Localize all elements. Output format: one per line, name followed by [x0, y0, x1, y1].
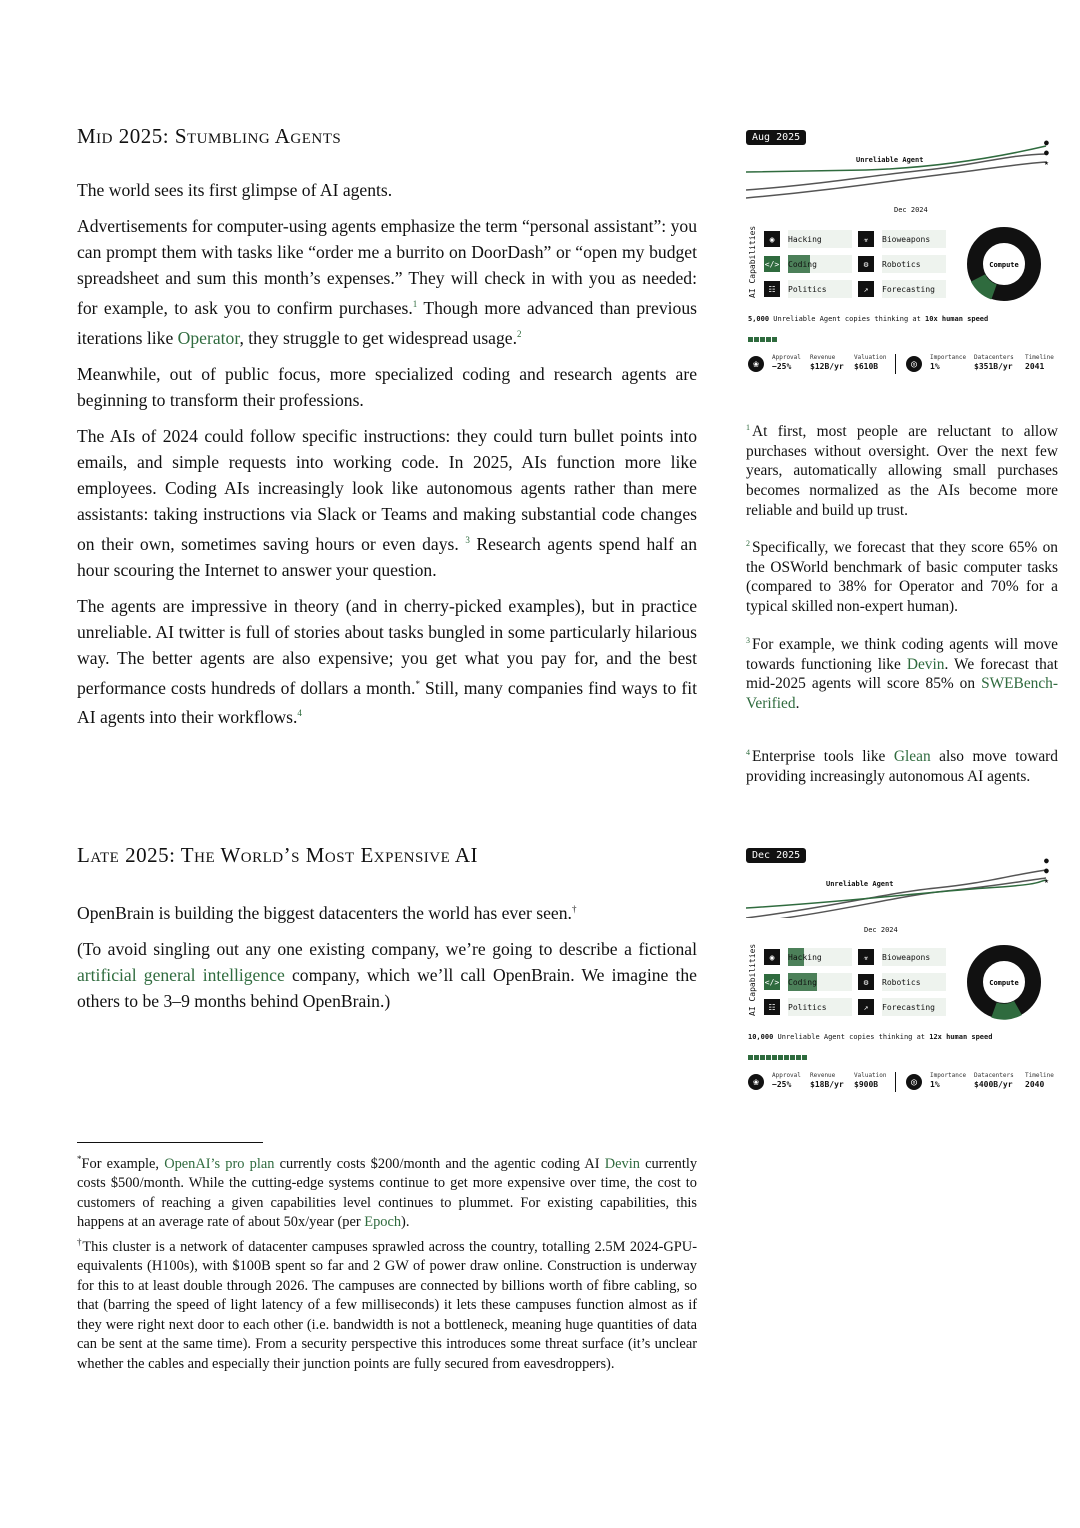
stat-label: Valuation	[854, 1072, 887, 1079]
copy-unit	[802, 1055, 807, 1060]
stat-revenue	[810, 354, 844, 371]
reference-date: Dec 2024	[864, 926, 898, 934]
stat-valuation	[854, 354, 887, 371]
status-widget-aug-2025	[746, 130, 1058, 380]
devin-link[interactable]: Devin	[906, 655, 945, 673]
footnote-marker[interactable]: 2	[517, 328, 522, 339]
capability-hacking	[764, 231, 822, 247]
bioweapons-icon: ☣	[858, 231, 874, 247]
paragraph: The world sees its first glimpse of AI agents.	[77, 180, 393, 200]
footnotes	[77, 1150, 697, 1374]
openai-logo-icon: ❀	[748, 356, 764, 372]
section-heading: Late 2025: The World’s Most Expensive AI	[77, 843, 479, 867]
capability-label: Robotics	[882, 977, 921, 987]
capability-label: Bioweapons	[882, 952, 931, 962]
capability-label: Coding	[788, 259, 817, 269]
agi-link[interactable]: artificial general intelligence	[77, 964, 285, 985]
globe-icon-1: ●	[1044, 856, 1049, 865]
copies-count: 10,000	[748, 1033, 774, 1041]
compute-label: Compute	[989, 979, 1019, 987]
paragraph: OpenBrain is building the biggest datacenters the world has ever seen.†	[77, 902, 577, 923]
capability-robotics	[858, 974, 921, 990]
sidenote-2: $^2$ Specifically, we forecast that they score 65% on the OSWorld benchmark of basic computer tasks (compared to 38% for Operator and 70% for a typical skilled non-expert human).	[746, 539, 1058, 615]
stat-approval	[772, 354, 801, 371]
agent-label: Unreliable Agent	[856, 156, 924, 164]
forecasting-icon: ↗	[858, 281, 874, 297]
paragraph: (To avoid singling out any one existing company, we’re going to describe a fictional artificial general intelligence company, which we’ll call OpenBrain. We imagine the others to be 3–9 months behind OpenBrain.)	[77, 938, 697, 1011]
politics-icon: ☷	[764, 999, 780, 1015]
openai-logo-icon: ❀	[748, 1074, 764, 1090]
copy-unit	[748, 1055, 753, 1060]
stat-value: 1%	[930, 1080, 940, 1089]
trend-line	[746, 870, 1046, 918]
stat-value: $610B	[854, 362, 879, 371]
stat-label: Importance	[930, 354, 967, 361]
operator-link[interactable]: Operator	[177, 327, 240, 348]
stat-value: 2040	[1025, 1080, 1045, 1089]
capability-hacking	[764, 949, 822, 965]
footnote-marker[interactable]: 3	[465, 534, 470, 545]
trend-line	[746, 162, 1046, 198]
section-heading: Mid 2025: Stumbling Agents	[77, 124, 342, 148]
capability-label: Hacking	[788, 234, 822, 244]
capability-bioweapons	[858, 949, 930, 965]
capability-label: Bioweapons	[882, 234, 931, 244]
capability-label: Hacking	[788, 952, 822, 962]
stat-label: Timeline	[1025, 1072, 1054, 1079]
stats-divider	[895, 1072, 896, 1092]
capability-coding	[764, 256, 817, 272]
copy-unit	[748, 337, 753, 342]
copies-text: Unreliable Agent copies thinking at	[773, 1033, 930, 1041]
stat-value: $12B/yr	[810, 362, 844, 371]
compute-share-segment	[978, 278, 994, 292]
footnote-rule	[77, 1142, 263, 1143]
stat-value: −25%	[772, 1080, 792, 1089]
globe-icon: ◎	[906, 356, 922, 372]
stat-value: 2041	[1025, 362, 1045, 371]
copies-text: Unreliable Agent copies thinking at	[769, 315, 926, 323]
stat-value: −25%	[772, 362, 792, 371]
sidenote-3: $^3$ For example, we think coding agents will move towards functioning like Devin. We forecast that mid-2025 agents will score 85% on SWEBench-Verified.	[746, 636, 1058, 712]
copies-summary	[748, 315, 988, 323]
copy-unit	[754, 1055, 759, 1060]
sidenote-1: $^1$ At first, most people are reluctant to allow purchases without oversight. Over the next few years, automatically allowing small purchases becomes normalized as the AIs become more reliable and build up trust.	[746, 423, 1058, 519]
footnote-dagger: †This cluster is a network of datacenter campuses sprawled across the country, totalling 2.5M 2024-GPU-equivalents (H100s), with $100B spent so far and 2 GW of power draw online. Construction is underway for this to at least double through 2026. The campuses are connected by billions worth of fibre cabling, so that (barring the speed of light latency of a few milliseconds) it lets these campuses function almost as if they were right next door to each other (i.e. bandwidth is not a bottleneck, meaning huge quantities of data can be sent at the same time). From a security perspective this introduces some threat surface (it’s unclear whether the cables and especially their junction points are fully secured from eavesdroppers).	[77, 1236, 697, 1372]
stat-label: Timeline	[1025, 354, 1054, 361]
copy-unit	[766, 1055, 771, 1060]
footnote-star: *For example, OpenAI’s pro plan currently costs $200/month and the agentic coding AI Devin currently costs $500/month. While the cutting-edge systems continue to get more expensive over time, the cost to customers of reaching a given capabilities level continues to plummet. For existing capabilities, this happens at an average rate of about 50x/year (per Epoch).	[77, 1154, 698, 1231]
copies-count: 5,000	[748, 315, 770, 323]
paragraph: The agents are impressive in theory (and in cherry-picked examples), but in practice unreliable. AI twitter is full of stories about tasks bungled in some particularly hilarious way. The better agents are also expensive; you get what you pay for, and the best performance costs hundreds of dollars a month.* Still, many companies find ways to fit AI agents into their workflows.$^4$	[77, 595, 697, 728]
sidenote-4: $^4$ Enterprise tools like Glean also move toward providing increasingly autonomous AI agents.	[746, 748, 1058, 785]
trend-chart	[746, 140, 1058, 200]
date-badge: Dec 2025	[746, 848, 806, 863]
stat-timeline	[1025, 354, 1054, 371]
copies-speed: 10x human speed	[925, 315, 989, 323]
star-icon: ★	[1044, 876, 1049, 885]
stat-label: Revenue	[810, 354, 836, 361]
capability-coding	[764, 974, 817, 990]
capability-label: Forecasting	[882, 1002, 935, 1012]
globe-icon-1: ●	[1044, 138, 1049, 147]
capability-bioweapons	[858, 231, 930, 247]
stat-importance	[930, 1072, 966, 1089]
footnote-marker[interactable]: 1	[412, 299, 418, 309]
politics-icon: ☷	[764, 281, 780, 297]
footnote-marker[interactable]: *	[415, 678, 420, 689]
footnote-marker[interactable]: †	[571, 904, 577, 914]
forecasting-icon: ↗	[858, 999, 874, 1015]
stat-revenue	[810, 1072, 844, 1089]
copies-bars	[748, 1045, 808, 1064]
stat-datacenters	[974, 1072, 1014, 1089]
agent-label: Unreliable Agent	[826, 880, 894, 888]
compute-share-segment	[994, 1008, 1018, 1012]
stat-value: $351B/yr	[974, 362, 1013, 371]
star-icon: ★	[1044, 158, 1049, 167]
stat-value: $900B	[854, 1080, 879, 1089]
pro-plan-link[interactable]: OpenAI’s pro plan	[164, 1155, 275, 1172]
stat-valuation	[854, 1072, 887, 1089]
capability-politics	[764, 281, 827, 297]
epoch-link[interactable]: Epoch	[364, 1214, 402, 1231]
paragraph: The AIs of 2024 could follow specific instructions: they could turn bullet points into emails, and simple requests into working code. In 2025, AIs function more like employees. Coding AIs increasingly look like autonomous agents rather than mere assistants: taking instructions via Slack or Teams and making substantial code changes on their own, sometimes saving hours or even days. $^3$ Research agents spend half an hour scouring the Internet to answer your question.	[77, 425, 697, 580]
globe-icon-2: ●	[1044, 866, 1049, 875]
trend-chart	[746, 858, 1058, 918]
hacking-icon: ◉	[764, 231, 780, 247]
stat-label: Importance	[930, 1072, 967, 1079]
copy-unit	[778, 1055, 783, 1060]
stat-importance	[930, 354, 966, 371]
capability-label: Politics	[788, 284, 827, 294]
section-mid-2025	[77, 124, 697, 740]
stat-approval	[772, 1072, 801, 1089]
stat-label: Approval	[772, 354, 801, 361]
compute-label: Compute	[989, 261, 1019, 269]
capability-politics	[764, 999, 827, 1015]
copy-unit	[772, 1055, 777, 1060]
compute-donut	[964, 942, 1044, 1022]
capability-label: Politics	[788, 1002, 827, 1012]
capabilities-axis-label: AI Capabilities	[748, 943, 757, 1016]
copy-unit	[790, 1055, 795, 1060]
coding-icon: </>	[764, 974, 780, 990]
stat-value: 1%	[930, 362, 940, 371]
stat-value: $400B/yr	[974, 1080, 1013, 1089]
copies-bars	[748, 327, 778, 346]
section-late-2025	[77, 843, 697, 1024]
stat-label: Valuation	[854, 354, 887, 361]
footnote-marker[interactable]: 4	[297, 708, 302, 719]
stats-divider	[895, 354, 896, 374]
reference-date: Dec 2024	[894, 206, 928, 214]
stat-label: Revenue	[810, 1072, 836, 1079]
stat-label: Datacenters	[974, 1072, 1014, 1079]
swebench-link[interactable]: SWEBench-Verified	[746, 675, 1058, 712]
bioweapons-icon: ☣	[858, 949, 874, 965]
capability-label: Coding	[788, 977, 817, 987]
capability-robotics	[858, 256, 921, 272]
glean-link[interactable]: Glean	[893, 748, 931, 766]
capability-forecasting	[858, 281, 935, 297]
capabilities-axis-label: AI Capabilities	[748, 225, 757, 298]
stat-timeline	[1025, 1072, 1054, 1089]
stat-label: Approval	[772, 1072, 801, 1079]
copies-summary	[748, 1033, 992, 1041]
compute-donut	[964, 224, 1044, 304]
date-badge: Aug 2025	[746, 130, 806, 145]
globe-icon-2: ●	[1044, 148, 1049, 157]
devin-link[interactable]: Devin	[604, 1155, 640, 1172]
globe-icon: ◎	[906, 1074, 922, 1090]
copy-unit	[784, 1055, 789, 1060]
copy-unit	[772, 337, 777, 342]
capability-forecasting	[858, 999, 935, 1015]
copy-unit	[754, 337, 759, 342]
coding-icon: </>	[764, 256, 780, 272]
copy-unit	[766, 337, 771, 342]
capability-label: Robotics	[882, 259, 921, 269]
copy-unit	[760, 337, 765, 342]
stat-datacenters	[974, 354, 1014, 371]
robotics-icon: ⚙	[858, 256, 874, 272]
capability-label: Forecasting	[882, 284, 935, 294]
copies-speed: 12x human speed	[929, 1033, 993, 1041]
copy-unit	[796, 1055, 801, 1060]
stat-label: Datacenters	[974, 354, 1014, 361]
stat-value: $18B/yr	[810, 1080, 844, 1089]
paragraph: Advertisements for computer-using agents emphasize the term “personal assistant”: you can prompt them with tasks like “order me a burrito on DoorDash” or “open my budget spreadsheet and sum this month’s expenses.” They will check in with you as needed: for example, to ask you to confirm purchases.$^1$ Though more advanced than previous iterations like Operator, they struggle to get widespread usage.$^2$	[77, 216, 697, 348]
copy-unit	[760, 1055, 765, 1060]
paragraph: Meanwhile, out of public focus, more specialized coding and research agents are beginning to transform their professions.	[77, 363, 697, 410]
hacking-icon: ◉	[764, 949, 780, 965]
robotics-icon: ⚙	[858, 974, 874, 990]
status-widget-dec-2025	[746, 848, 1058, 1098]
